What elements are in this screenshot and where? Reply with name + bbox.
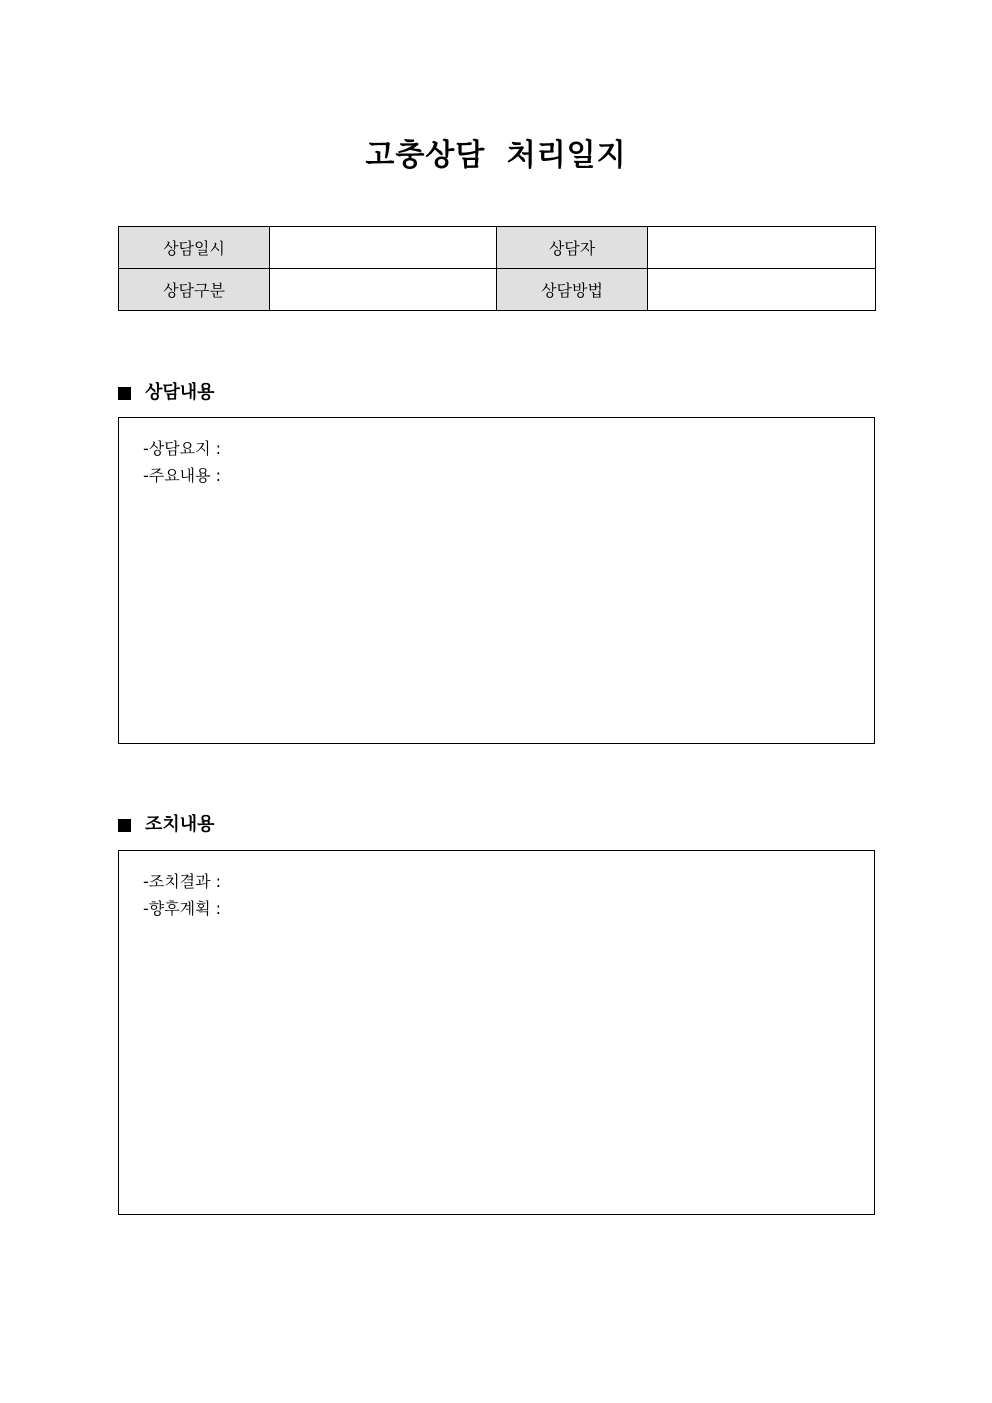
table-row xyxy=(119,269,876,311)
black-square-icon xyxy=(118,819,131,832)
action-section-heading xyxy=(118,813,215,837)
counselor-label: 상담자 xyxy=(497,227,648,269)
table-row xyxy=(119,227,876,269)
consultation-content-box[interactable] xyxy=(118,417,875,744)
consultation-method-field[interactable] xyxy=(648,269,876,311)
consultation-section-heading xyxy=(118,381,215,405)
future-plan-label: -향후계획 : xyxy=(143,899,222,918)
consultation-info-table xyxy=(118,226,876,311)
consultation-datetime-label: 상담일시 xyxy=(119,227,270,269)
counselor-field[interactable] xyxy=(648,227,876,269)
black-square-icon xyxy=(118,387,131,400)
action-content-lines xyxy=(143,868,221,922)
consultation-content-lines xyxy=(143,435,221,489)
main-content-label: -주요내용 : xyxy=(143,466,222,485)
consultation-summary-label: -상담요지 : xyxy=(143,439,222,458)
action-content-box[interactable] xyxy=(118,850,875,1215)
consultation-section-title: 상담내용 xyxy=(145,382,215,403)
action-result-label: -조치결과 : xyxy=(143,872,222,891)
action-section-title: 조치내용 xyxy=(145,814,215,835)
consultation-datetime-field[interactable] xyxy=(270,227,497,269)
page-title: 고충상담 처리일지 xyxy=(365,138,627,173)
consultation-method-label: 상담방법 xyxy=(497,269,648,311)
consultation-type-field[interactable] xyxy=(270,269,497,311)
consultation-type-label: 상담구분 xyxy=(119,269,270,311)
